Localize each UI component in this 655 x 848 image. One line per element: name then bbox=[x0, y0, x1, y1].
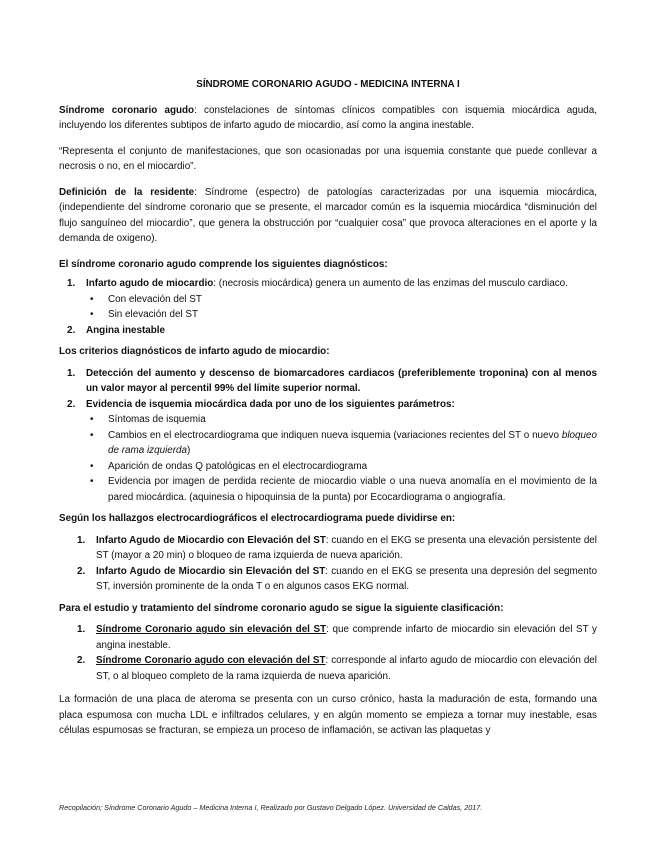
list-item-text: : que comprende infarto de miocardio sin elevación del ST y angina inestable. bbox=[96, 624, 597, 651]
sub-list bbox=[86, 292, 597, 323]
list-item-text: : cuando en el EKG se presenta una depresión del segmento ST, inversión prominente de la onda T o en algunos casos EKG normal. bbox=[96, 565, 597, 592]
list-item-text: : corresponde al infarto agudo de miocardio con elevación del ST, o al bloqueo completo de la rama izquierda de nueva aparición. bbox=[96, 655, 597, 682]
list-item-term: Infarto Agudo de Miocardio sin Elevación del ST bbox=[96, 565, 326, 577]
bullet-icon: • bbox=[90, 429, 94, 441]
list-number: 1. bbox=[77, 534, 86, 546]
list-item bbox=[59, 564, 597, 595]
criteria-heading: Los criterios diagnósticos de infarto agudo de miocardio: bbox=[59, 346, 330, 357]
list-item-text: Detección del aumento y descenso de biomarcadores cardiacos (preferiblemente troponina) con al menos un valor mayor al percentil 99% del límite superior normal. bbox=[86, 367, 597, 394]
list-number: 1. bbox=[77, 624, 86, 635]
list-item bbox=[59, 397, 597, 506]
list-item bbox=[59, 323, 597, 339]
sub-list-item: • Con elevación del ST bbox=[86, 292, 597, 308]
italic-text: bloqueo de rama izquierda bbox=[108, 429, 597, 456]
list-item bbox=[59, 622, 597, 653]
list-item bbox=[59, 533, 597, 564]
resident-definition-term: Definición de la residente bbox=[59, 186, 195, 198]
list-item bbox=[59, 366, 597, 397]
bullet-icon: • bbox=[90, 476, 94, 487]
list-item-term: Angina inestable bbox=[86, 324, 166, 336]
bullet-icon: • bbox=[90, 309, 94, 320]
intro-term: Síndrome coronario agudo bbox=[59, 104, 195, 116]
diagnoses-list bbox=[59, 276, 597, 338]
list-number: 2. bbox=[67, 398, 76, 410]
list-item bbox=[59, 653, 597, 684]
diagnoses-heading: El síndrome coronario agudo comprende los siguientes diagnósticos: bbox=[59, 258, 388, 270]
list-item-term: Infarto agudo de miocardio bbox=[86, 278, 214, 289]
sub-list-item: • Aparición de ondas Q patológicas en el electrocardiograma bbox=[86, 459, 597, 475]
list-item-term: Síndrome Coronario agudo sin elevación del ST bbox=[96, 624, 327, 635]
closing-paragraph: La formación de una placa de ateroma se presenta con un curso crónico, hasta la maduración de esta, formando una placa espumosa con mucha LDL e infiltrados celulares, y en algún momento se empieza a tornar muy inestable, esas células espumosas se fracturan, se empieza un proceso de inflamación, se activan las plaquetas y bbox=[59, 694, 597, 736]
classification-heading: Para el estudio y tratamiento del síndrome coronario agudo se sigue la siguiente clasificación: bbox=[59, 602, 504, 614]
list-number: 2. bbox=[77, 655, 86, 666]
list-item bbox=[59, 276, 597, 323]
list-item-text: : (necrosis miocárdica) genera un aumento de las enzimas del musculo cardiaco. bbox=[213, 278, 568, 289]
sub-list-item: • Evidencia por imagen de perdida reciente de miocardio viable o una nueva anomalía en el movimiento de la pared miocárdica. (aquinesia o hipoquinsia de la punta) por Ecocardiograma o angiografía. bbox=[90, 476, 597, 503]
list-number: 1. bbox=[67, 278, 76, 289]
ekg-heading: Según los hallazgos electrocardiográficos el electrocardiograma puede dividirse en: bbox=[59, 513, 456, 524]
sub-list bbox=[86, 412, 597, 505]
list-number: 2. bbox=[67, 324, 76, 336]
list-item-term: Infarto Agudo de Miocardio con Elevación del ST bbox=[96, 534, 326, 546]
bullet-icon: • bbox=[90, 460, 94, 472]
intro-text: : constelaciones de síntomas clínicos compatibles con isquemia miocárdica aguda, incluyendo los diferentes subtipos de infarto agudo de miocardio, así como la angina inestable. bbox=[59, 104, 597, 131]
list-item-text: Evidencia de isquemia miocárdica dada por uno de los siguientes parámetros: bbox=[86, 398, 455, 410]
bullet-icon: • bbox=[90, 414, 94, 425]
list-number: 2. bbox=[77, 565, 86, 577]
bullet-icon: • bbox=[90, 293, 94, 305]
classification-list bbox=[59, 622, 597, 684]
sub-list-item: • Sin elevación del ST bbox=[86, 307, 597, 323]
document-body bbox=[59, 77, 597, 749]
sub-list-item: • Síntomas de isquemia bbox=[86, 412, 597, 428]
quote-paragraph: “Representa el conjunto de manifestaciones, que son ocasionadas por una isquemia constante que puede conllevar a necrosis o no, en el miocardio”. bbox=[59, 145, 597, 172]
resident-definition-text: : Síndrome (espectro) de patologías caracterizadas por una isquemia miocárdica, (independiente del síndrome coronario que se presente, el marcador común es la isquemia miocárdica “disminución del flujo sanguíneo del miocardio”, que genera la obstrucción por “cualquier cosa” que provoca alteraciones en el aporte y la demanda de oxigeno). bbox=[59, 186, 597, 244]
intro-paragraph bbox=[59, 103, 597, 134]
page-footer: Recopilación; Síndrome Coronario Agudo – Medicina Interna I, Realizado por Gustavo Delgado López. Universidad de Caldas, 2017. bbox=[59, 803, 483, 812]
resident-definition-paragraph bbox=[59, 185, 597, 247]
list-item-term: Síndrome Coronario agudo con elevación del ST bbox=[96, 655, 326, 666]
ekg-list bbox=[59, 533, 597, 595]
sub-list-item: • Cambios en el electrocardiograma que indiquen nueva isquemia (variaciones recientes del ST o nuevo bloqueo de rama izquierda) bbox=[90, 429, 597, 456]
page-title: SÍNDROME CORONARIO AGUDO - MEDICINA INTERNA I bbox=[196, 79, 460, 90]
list-item-text: : cuando en el EKG se presenta una elevación persistente del ST (mayor a 20 min) o bloqueo de rama izquierda de nueva aparición. bbox=[96, 534, 597, 561]
criteria-list bbox=[59, 366, 597, 506]
list-number: 1. bbox=[67, 367, 76, 379]
